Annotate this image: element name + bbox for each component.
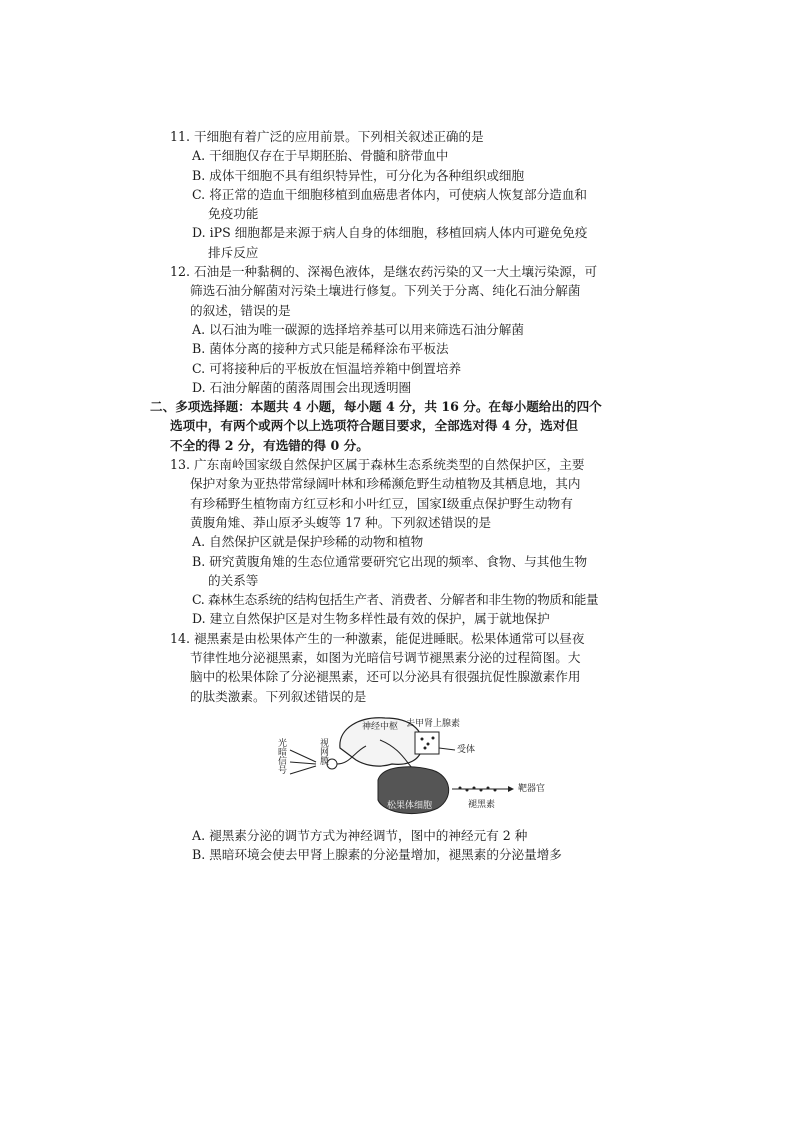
arrow-head — [508, 786, 514, 792]
question-14 — [170, 629, 630, 865]
q13-option-c: C. 森林生态系统的结构包括生产者、消费者、分解者和非生物的物质和能量 — [192, 592, 599, 608]
q11-option-d-cont: 排斥反应 — [208, 244, 259, 260]
receptor-pointer — [439, 748, 455, 750]
label-light-signal: 光暗信号 — [276, 737, 286, 774]
q13-stem-4: 黄腹角雉、莽山原矛头蝮等 17 种。下列叙述错误的是 — [190, 514, 492, 530]
q13-option-b: B. 研究黄腹角雉的生态位通常要研究它出现的频率、食物、与其他生物 — [192, 553, 588, 569]
section-multiple-choice — [150, 397, 630, 455]
question-13 — [170, 455, 630, 629]
label-receptor: 受体 — [457, 744, 476, 755]
q11-option-c-cont: 免疫功能 — [208, 206, 259, 222]
q11-option-d: D. iPS 细胞都是来源于病人自身的体细胞，移植回病人体内可避免免疫 — [192, 225, 588, 241]
q13-stem-1: 13. 广东南岭国家级自然保护区属于森林生态系统类型的自然保护区，主要 — [170, 457, 585, 473]
q13-option-b-cont: 的关系等 — [208, 572, 259, 588]
light-arrows — [290, 750, 316, 774]
q14-option-b: B. 黑暗环境会使去甲肾上腺素的分泌量增加，褪黑素的分泌量增多 — [192, 847, 562, 863]
q11-option-c: C. 将正常的造血干细胞移植到血癌患者体内，可使病人恢复部分造血和 — [192, 186, 588, 202]
melatonin-pathway-diagram — [170, 708, 630, 820]
q14-stem-1: 14. 褪黑素是由松果体产生的一种激素，能促进睡眠。松果体通常可以昼夜 — [170, 630, 585, 646]
label-pineal-cell: 松果体细胞 — [387, 800, 433, 811]
label-melatonin: 褪黑素 — [468, 799, 496, 810]
question-12 — [170, 262, 630, 397]
q14-stem-3: 脑中的松果体除了分泌褪黑素，还可以分泌具有很强抗促性腺激素作用 — [190, 669, 581, 685]
q11-option-b: B. 成体干细胞不具有组织特异性，可分化为各种组织或细胞 — [192, 167, 525, 183]
q13-stem-2: 保护对象为亚热带常绿阔叶林和珍稀濒危野生动植物及其栖息地，其内 — [190, 476, 581, 492]
q12-stem-3: 的叙述，错误的是 — [190, 302, 291, 318]
q13-stem-3: 有珍稀野生植物南方红豆杉和小叶红豆，国家Ⅰ级重点保护野生动物有 — [190, 495, 573, 511]
label-nerve-center: 神经中枢 — [362, 721, 399, 732]
q12-option-b: B. 菌体分离的接种方式只能是稀释涂布平板法 — [192, 341, 449, 357]
retina-eye — [327, 759, 337, 769]
section2-line-1: 二、多项选择题：本题共 4 小题，每小题 4 分，共 16 分。在每小题给出的四个 — [150, 399, 602, 415]
q12-stem-2: 筛选石油分解菌对污染土壤进行修复。下列关于分离、纯化石油分解菌 — [190, 283, 581, 299]
label-norepinephrine: 去甲肾上腺素 — [406, 718, 461, 729]
q14-option-a: A. 褪黑素分泌的调节方式为神经调节，图中的神经元有 2 种 — [192, 827, 528, 843]
q12-option-a: A. 以石油为唯一碳源的选择培养基可以用来筛选石油分解菌 — [192, 321, 524, 337]
label-target-organ: 靶器官 — [518, 783, 546, 794]
label-retina: 视网膜 — [318, 737, 328, 765]
q13-option-d: D. 建立自然保护区是对生物多样性最有效的保护，属于就地保护 — [192, 611, 550, 627]
q14-stem-4: 的肽类激素。下列叙述错误的是 — [190, 688, 367, 704]
q12-stem-1: 12. 石油是一种黏稠的、深褐色液体，是继农药污染的又一大土壤污染源，可 — [170, 264, 598, 280]
section2-line-3: 不全的得 2 分，有选错的得 0 分。 — [170, 437, 369, 453]
q11-stem: 11. 干细胞有着广泛的应用前景。下列相关叙述正确的是 — [170, 129, 484, 144]
q11-option-a: A. 干细胞仅存在于早期胚胎、骨髓和脐带血中 — [192, 148, 449, 164]
q12-option-d: D. 石油分解菌的菌落周围会出现透明圈 — [192, 379, 412, 395]
section2-line-2: 选项中，有两个或两个以上选项符合题目要求，全部选对得 4 分，选对但 — [170, 418, 578, 434]
q13-option-a: A. 自然保护区就是保护珍稀的动物和植物 — [192, 534, 424, 550]
q12-option-c: C. 可将接种后的平板放在恒温培养箱中倒置培养 — [192, 360, 462, 376]
question-column — [150, 127, 630, 865]
question-11 — [170, 127, 630, 262]
q14-stem-2: 节律性地分泌褪黑素，如图为光暗信号调节褪黑素分泌的过程简图。大 — [190, 650, 581, 666]
